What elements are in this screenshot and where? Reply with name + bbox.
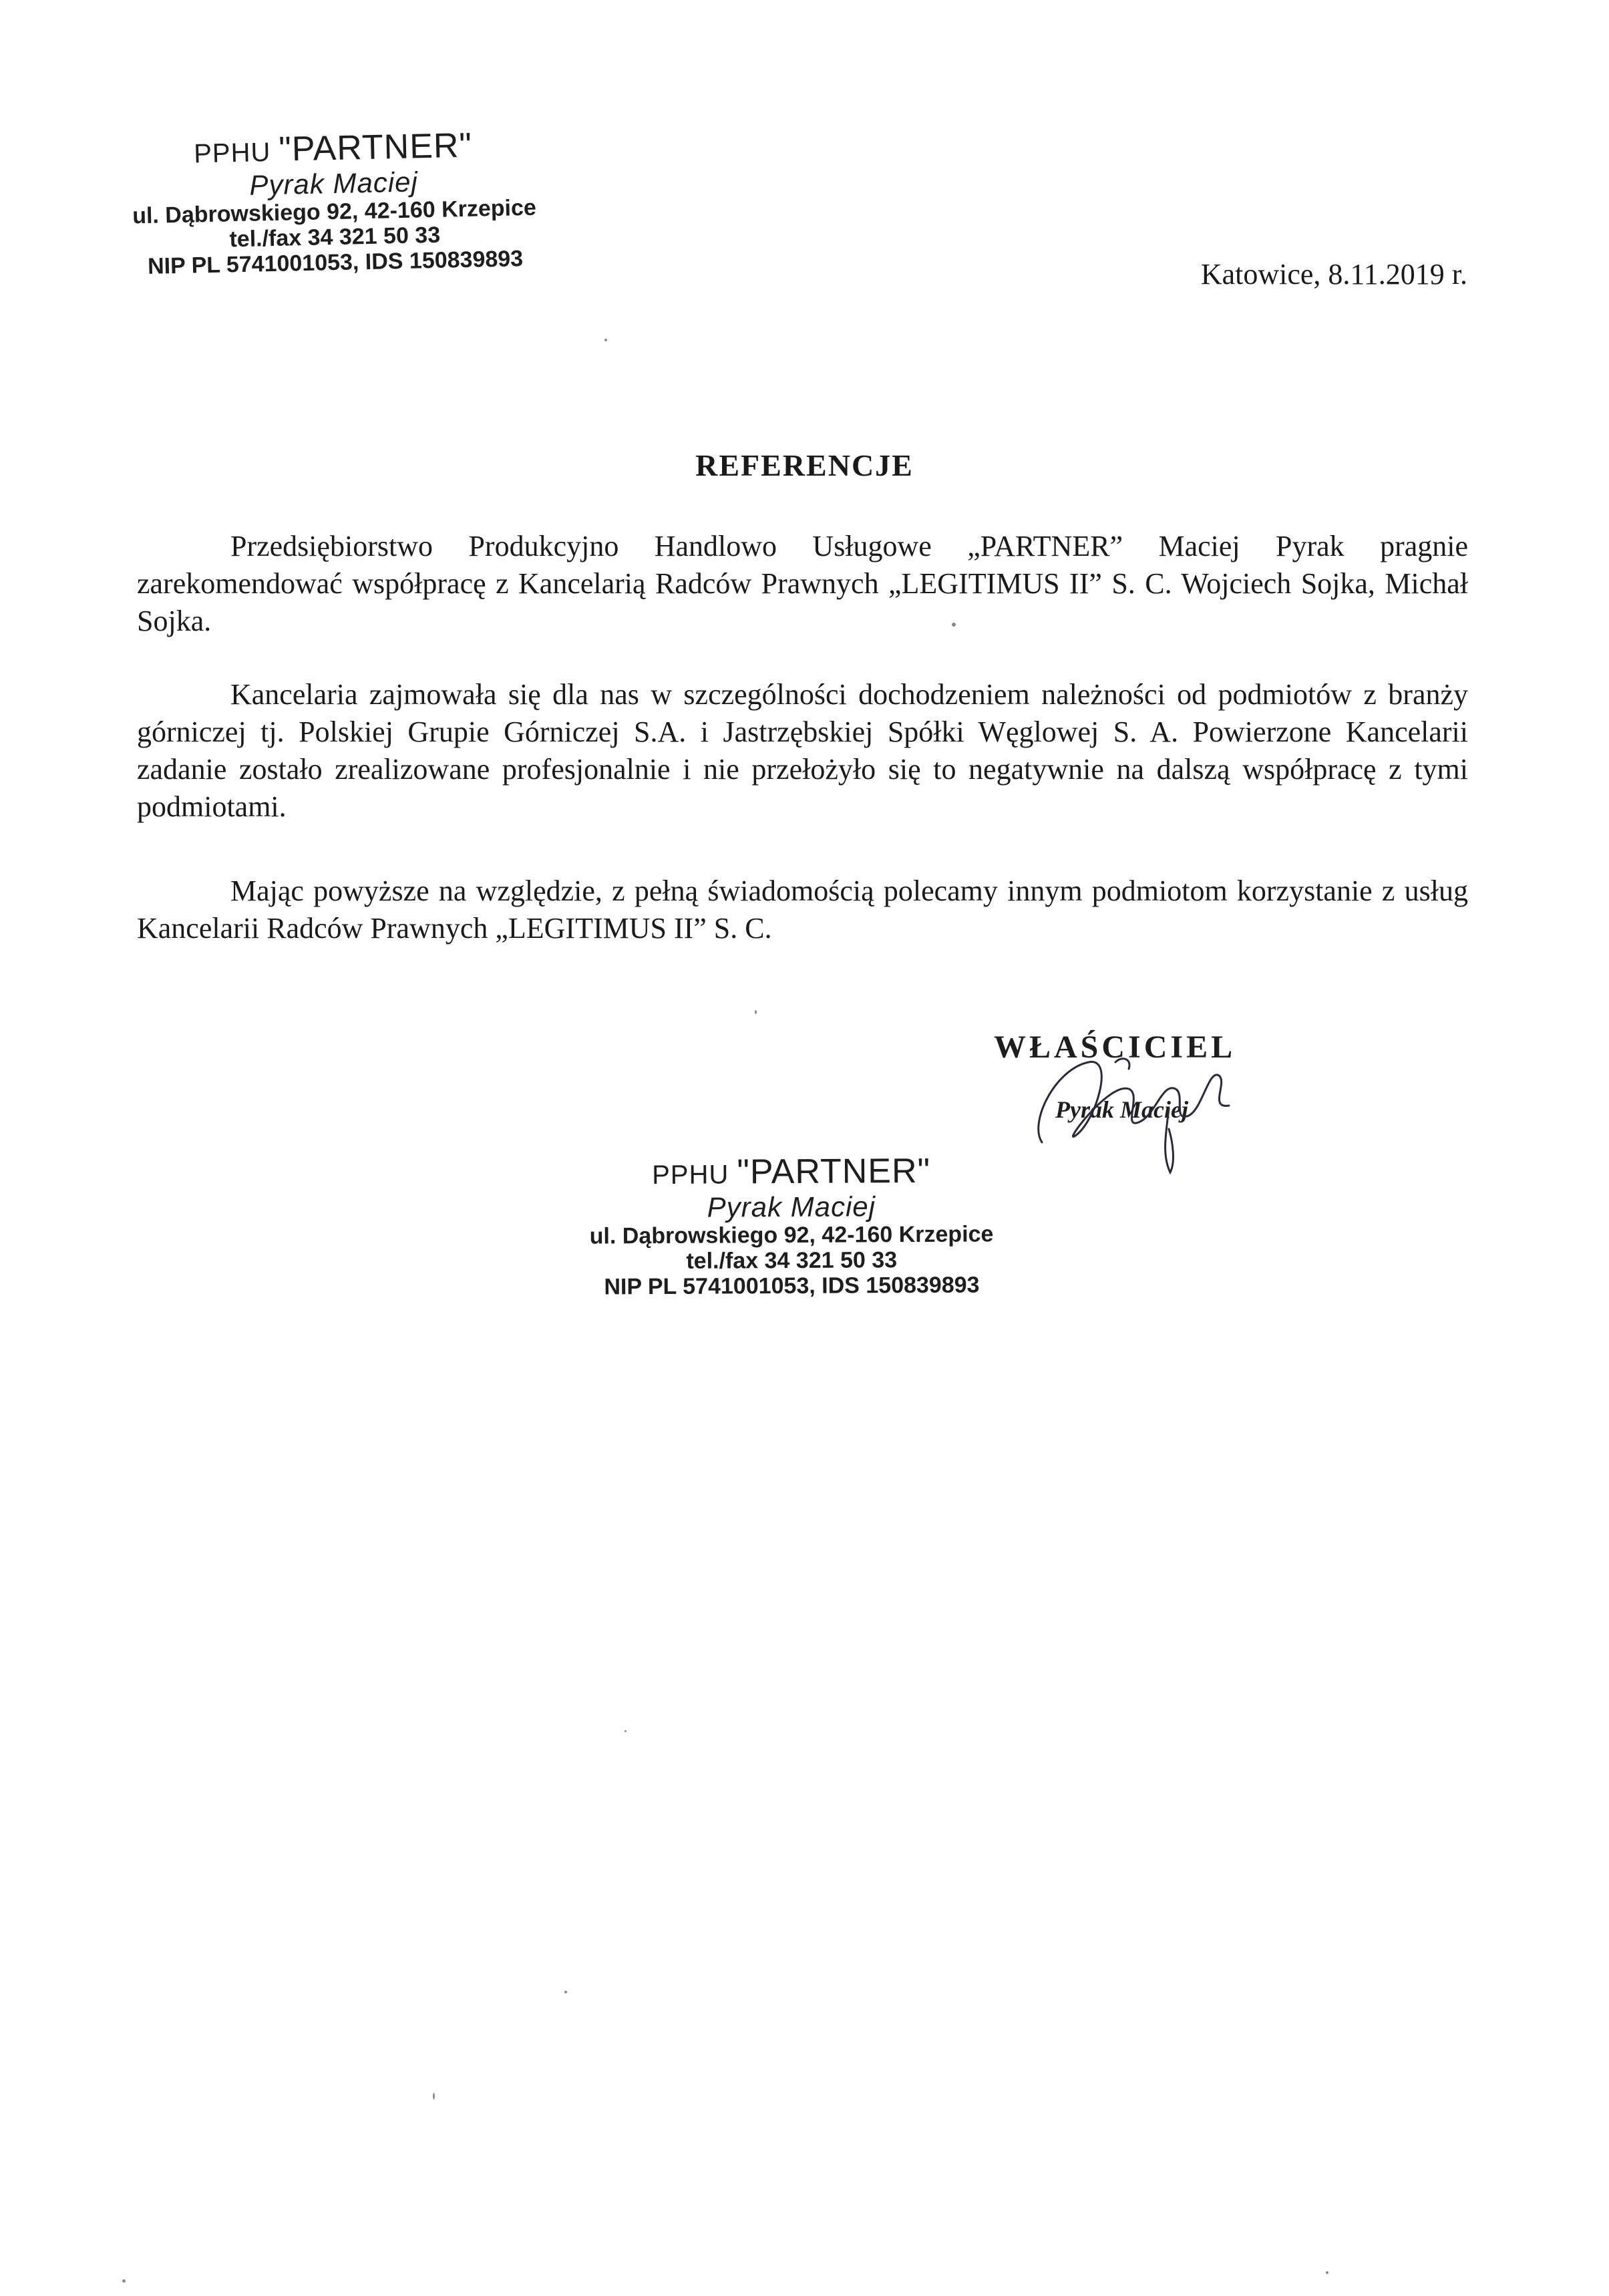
letter-date: Katowice, 8.11.2019 r. bbox=[1200, 258, 1467, 291]
scan-speck bbox=[755, 1010, 757, 1014]
letter-title: REFERENCJE bbox=[695, 448, 914, 482]
scan-speck bbox=[604, 339, 607, 341]
company-stamp-top bbox=[112, 124, 556, 280]
stamp-address: ul. Dąbrowskiego 92, 42-160 Krzepice bbox=[132, 194, 537, 229]
scan-speck bbox=[433, 2093, 435, 2100]
stamp-company-name bbox=[570, 1151, 1011, 1192]
stamp-tax-ids: NIP PL 5741001053, IDS 150839893 bbox=[604, 1272, 980, 1300]
stamp-prefix: PPHU bbox=[193, 138, 271, 169]
paragraph-3-text: Mając powyższe na względzie, z pełną świadomością polecamy innym podmiotom korzystanie z usług Kancelarii Radców Prawnych „LEGITIMUS II” S. C. bbox=[137, 874, 1468, 945]
scan-speck bbox=[564, 1991, 567, 1993]
stamp-name: "PARTNER" bbox=[737, 1151, 931, 1192]
stamp-phone: tel./fax 34 321 50 33 bbox=[686, 1247, 898, 1275]
scan-speck bbox=[1326, 2271, 1328, 2274]
owner-title-stamp: WŁAŚCICIEL bbox=[994, 1029, 1236, 1065]
stamp-tax-ids: NIP PL 5741001053, IDS 150839893 bbox=[147, 246, 524, 280]
company-stamp-bottom bbox=[570, 1151, 1012, 1300]
scan-speck bbox=[952, 623, 956, 627]
paragraph-2-text: Kancelaria zajmowała się dla nas w szczególności dochodzeniem należności od podmiotów z branży górniczej tj. Polskiej Grupie Górniczej S.A. i Jastrzębskiej Spółki Węglowej S. A. Powierzone Kancelarii zadanie zostało zrealizowane profesjonalnie i nie przełożyło się to negatywnie na dalszą współpracę z tymi podmiotami. bbox=[137, 678, 1468, 823]
owner-name-stamp: Pyrak Maciej bbox=[1055, 1096, 1188, 1123]
paragraph-1-text: Przedsiębiorstwo Produkcyjno Handlowo Usługowe „PARTNER” Maciej Pyrak pragnie zarekomendować współpracę z Kancelarią Radców Prawnych „LEGITIMUS II” S. C. Wojciech Sojka, Michał Sojka. bbox=[137, 530, 1468, 637]
scan-speck bbox=[624, 1730, 627, 1732]
stamp-phone: tel./fax 34 321 50 33 bbox=[229, 222, 441, 253]
stamp-owner: Pyrak Maciej bbox=[707, 1190, 876, 1223]
handwritten-signature bbox=[1015, 1042, 1256, 1176]
paragraph-3 bbox=[137, 872, 1468, 947]
paragraph-2 bbox=[137, 676, 1468, 826]
stamp-address: ul. Dąbrowskiego 92, 42-160 Krzepice bbox=[589, 1221, 994, 1249]
scan-speck bbox=[122, 2279, 126, 2283]
paragraph-1 bbox=[137, 528, 1468, 640]
stamp-name: "PARTNER" bbox=[278, 126, 473, 169]
stamp-prefix: PPHU bbox=[652, 1160, 729, 1190]
stamp-owner: Pyrak Maciej bbox=[248, 166, 419, 201]
